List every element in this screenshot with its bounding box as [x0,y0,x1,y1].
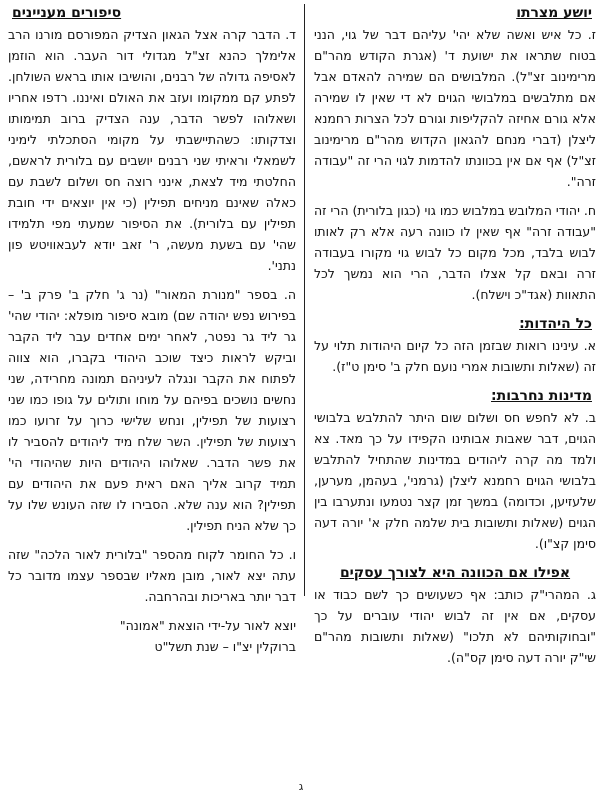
publisher-line: יוצא לאור על-ידי הוצאת "אמונה" [119,618,296,633]
page-number: ג [298,780,304,793]
right-column [312,2,598,676]
paragraph-bet: ב. לא לחפש חס ושלום שום היתר להתלבש בלבושי הגוים, דבר שאבות אבותינו הקפידו על כך מאד. צא ולמד מה קרה ליהודים במדינות שהתחיל להתלבש בלבושי הגוים רחמנא ליצלן (גרמני', בעהמן, מערען, שלעזיען, וכדומה) במשך זמן קצר נטמעו ונתערבו בין הגוים (שאלות ותשובות בית שלמה חלק א' יורה דעה סימן קצ"ו). [314,410,596,551]
left-column [6,2,298,657]
section-heading: יושע מצרתו [516,5,592,21]
section-medinot-necherevot [312,385,598,554]
paragraph-vav: ו. כל החומר לקוח מהספר "בלורית לאור הלכה" שזה עתה יצא לאור, מובן מאליו שבספר עצמו מדובר כל דבר יותר באריכות ובהרחבה. [8,547,296,604]
paragraph-aleph: א. עינינו רואות שבזמן הזה כל קיום היהודות תלוי על זה (שאלות ותשובות אמרי נועם חלק ב' סימן ט"ז). [314,338,596,374]
section-heading: מדינות נחרבות: [491,388,592,404]
section-business-intent [312,562,598,668]
section-heading: כל היהדות: [519,316,592,332]
section-yoshe-mitzarto [312,2,598,305]
paragraph-dalet: ד. הדבר קרה אצל הגאון הצדיק המפורסם מורנו הרב אלימלך כהנא זצ"ל מגדולי דור העבר. הוא הוזמן לאסיפה גדולה של רבנים, והושיבו אותו בראש השולחן. לפתע קם ממקומו ועזב את האולם ואיננו. רדפו אחריו ושאלוהו לפשר הדבר, ענה הצדיק ברוב תמימותו וצדקותו: כשהתיישבתי על מקומי הסתכלתי לימיני לשמאלי וראיתי שני רבנים יושבים עם בלורית לראשם, החלטתי מיד לצאת, אינני רוצה חס ושלום לשבת עם כאלה שאינם מניחים תפילין (כי אין יוצאים ידי חובת תפילין עם בלורית). את הסיפור שמעתי מפי תלמידו שהי' עם בשעת מעשה, ר' זאב יודא לעבאוויטש פון נתני'. [8,27,296,273]
publisher-location-line: ברוקלין יצ"ו – שנת תשל"ט [154,639,296,654]
column-divider [304,4,305,596]
paragraph-gimel: ג. המהרי"ק כותב: אף כשעושים כך לשם כבוד או עסקים, אם אין זה לבוש יהודי עוברים על כך "ובחוקותיהם לא תלכו" (שאלות ותשובות מהר"ם שי"ק יורה דעה סימן קס"ה). [314,587,596,665]
section-kol-hayahadut [312,313,598,377]
paragraph-heh: ה. בספר "מנורת המאור" (נר ג' חלק ב' פרק ב' – בפירוש נפש יהודה שם) מובא סיפור מופלא: יהודי שהי' גר ליד גר נפטר, לאחר ימים אחדים עבר ליד הקבר וביקש לראות כיצד שוכב היהודי בקברו, הוא צווה לפתוח את הקבר ונגלה לעיניהם תמונה מחרידה, שני נחשים נושכים בפיהם על מוחו ותולים על גופו כמו שני רצועות של תפילין, ונחש שלישי כרוך על זרועו כמו רצועות של תפילין. השר שלח מיד ליהודים להסביר לו את פשר הדבר. שאלוהו היהודים היות שהיהודי הי' תמיד קרוב אליך האם ראית פעם את היהודים עם תפילין? הוא ענה שלא. הסבירו לו שזה העונש שלו על כך שלא הניח תפילין. [8,287,296,533]
paragraph-chet: ח. יהודי המלובש במלבוש כמו גוי (כגון בלורית) הרי זה "עבודה זרה" אף שאין לו כוונה רעה אלא רק לאותו לבוש בלבד, מכל מקום כל לבוש גוי מקורו בעבודה זרה ובאם קל אצלו הדבר, הרי הוא נמשך לכל התאוות (אגד"כ וישלח). [314,203,596,302]
paragraph-zayin: ז. כל איש ואשה שלא יהי' עליהם דבר של גוי, הנני בטוח שתראו את ישועת ד' (אגרת הקודש מהר"ם מרימינוב זצ"ל). המלבושים הם שמירה להאדם אבל אם מתלבשים במלבושי הגוים לא די שאין לו שמירה אלא גורם אחיזה להקליפות וגורם לכל הצרות רחמנא ליצלן (דברי מנחם להגאון הקדוש מהר"ם מרימינוב זצ"ל) אף אם אין בכוונתו להדמות לגוי הרי זה "עבודה זרה". [314,27,596,189]
section-heading: אפילו אם הכוונה היא לצורך עסקים [339,565,571,581]
stories-heading: סיפורים מעניינים [12,5,122,21]
